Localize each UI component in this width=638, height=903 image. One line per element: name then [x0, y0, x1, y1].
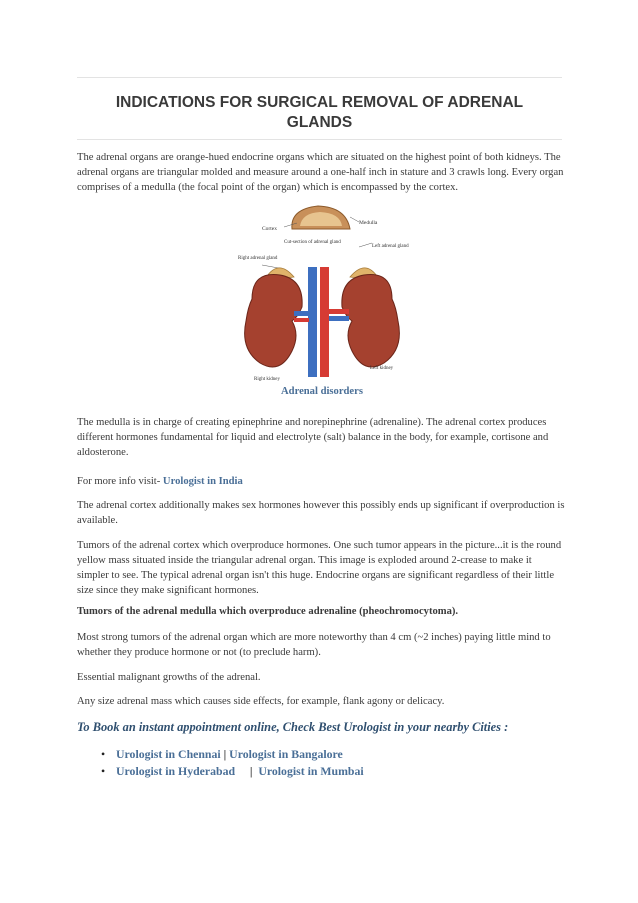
link-separator: |	[235, 764, 259, 778]
bullet-icon: •	[101, 764, 106, 778]
label-right-adrenal: Right adrenal gland	[238, 256, 278, 261]
booking-cta: To Book an instant appointment online, Check Best Urologist in your nearby Cities :	[77, 720, 509, 734]
more-info-line	[77, 474, 565, 489]
top-divider	[77, 77, 562, 78]
list-item	[101, 746, 364, 763]
medulla-paragraph: The medulla is in charge of creating epinephrine and norepinephrine (adrenaline). The adrenal cortex produces different hormones fundamental for liquid and electrolyte (salt) balance in the body, for example, cortisone and aldosterone.	[77, 417, 549, 458]
urologist-hyderabad-link[interactable]: Urologist in Hyderabad	[116, 764, 236, 778]
label-right-kidney: Right kidney	[254, 377, 280, 382]
medulla-tumors-heading: Tumors of the adrenal medulla which overproduce adrenaline (pheochromocytoma).	[77, 606, 459, 617]
label-medulla: Medulla	[359, 220, 378, 226]
title-divider	[77, 139, 562, 140]
label-left-adrenal: Left adrenal gland	[372, 244, 409, 249]
strong-tumors-paragraph: Most strong tumors of the adrenal organ which are more noteworthy than 4 cm (~2 inches) paying little mind to whether they produce hormone or not (to preclude harm).	[77, 632, 551, 658]
urologist-bangalore-link[interactable]: Urologist in Bangalore	[229, 747, 343, 761]
label-left-kidney: Left kidney	[370, 366, 394, 371]
link-separator: |	[220, 747, 230, 761]
figure-caption: Adrenal disorders	[281, 386, 363, 397]
label-cortex: Cortex	[262, 226, 277, 232]
sex-hormones-paragraph: The adrenal cortex additionally makes sex hormones however this possibly ends up significant if overproduction is available.	[77, 500, 565, 526]
more-info-prefix: For more info visit-	[77, 476, 163, 487]
page-title	[77, 93, 562, 133]
malignant-paragraph: Essential malignant growths of the adrenal.	[77, 672, 261, 683]
title-line-2: GLANDS	[286, 114, 353, 131]
intro-paragraph: The adrenal organs are orange-hued endocrine organs which are situated on the highest point of both kidneys. The adrenal organs are triangular molded and measure around a one-half inch in stature and 3 crawls long. Every organ comprises of a medulla (the focal point of the organ) which is encompassed by the cortex.	[77, 152, 564, 193]
city-links-list	[101, 746, 364, 780]
any-size-paragraph: Any size adrenal mass which causes side effects, for example, flank agony or delicacy.	[77, 696, 445, 707]
bullet-icon: •	[101, 747, 106, 761]
urologist-india-link[interactable]: Urologist in India	[162, 476, 243, 487]
tumors-paragraph: Tumors of the adrenal cortex which overproduce hormones. One such tumor appears in the picture...it is the round yellow mass situated inside the triangular adrenal organ. This image is exploded around 2-crease to make it simpler to see. The typical adrenal organ isn't this huge. Endocrine organs are significant regardless of their little size since they make significant hormones.	[77, 540, 562, 596]
urologist-mumbai-link[interactable]: Urologist in Mumbai	[258, 764, 364, 778]
title-line-1: INDICATIONS FOR SURGICAL REMOVAL OF ADRENAL	[115, 94, 524, 111]
label-cut-section: Cut-section of adrenal gland	[284, 240, 341, 245]
list-item	[101, 763, 364, 780]
urologist-chennai-link[interactable]: Urologist in Chennai	[116, 747, 221, 761]
adrenal-kidney-illustration	[222, 199, 422, 385]
